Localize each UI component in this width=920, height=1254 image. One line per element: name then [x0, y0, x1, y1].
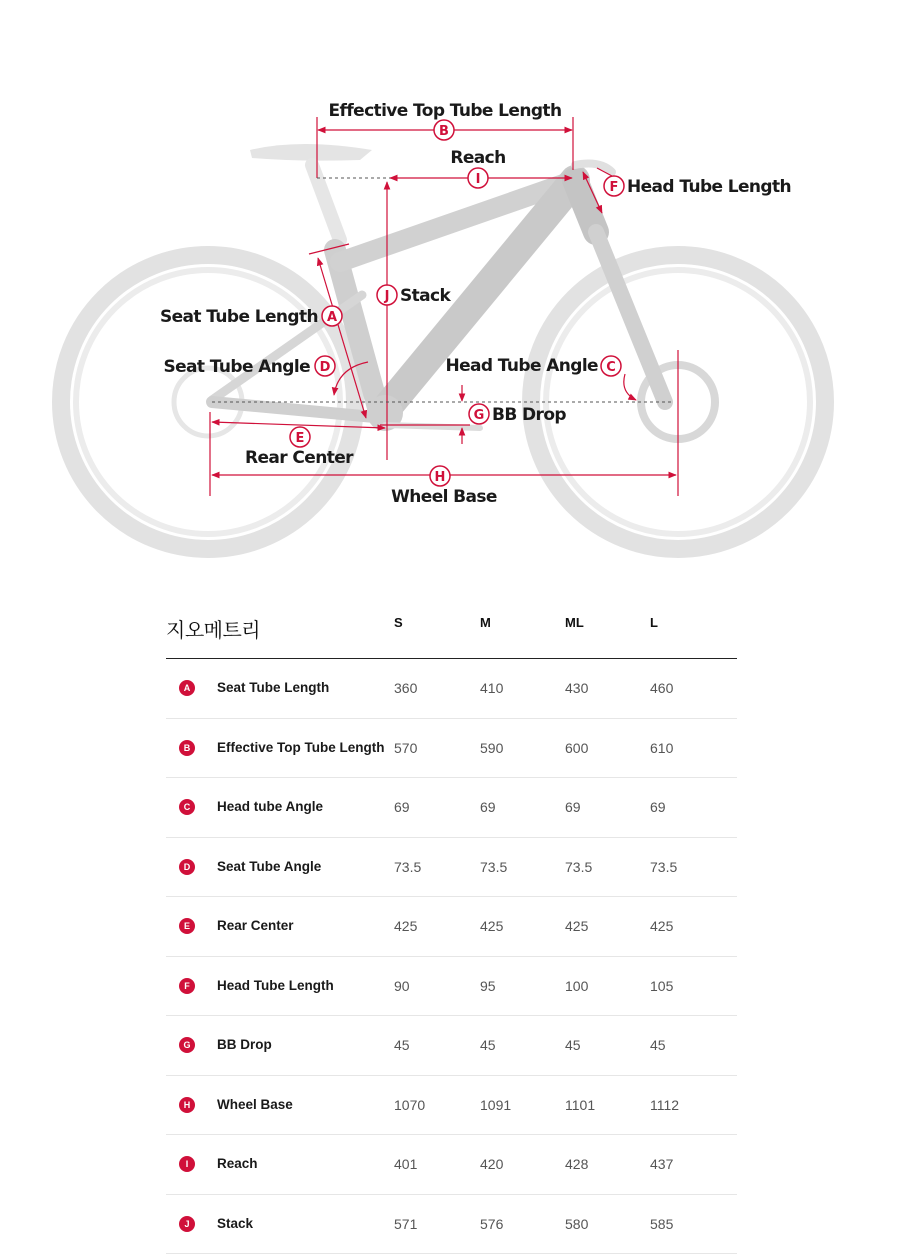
row-badge: J [179, 1216, 195, 1232]
svg-text:H: H [435, 470, 446, 485]
row-badge: D [179, 859, 195, 875]
row-value: 45 [480, 1037, 496, 1053]
row-badge: F [179, 978, 195, 994]
row-value: 360 [394, 680, 417, 696]
label-head-tube-length: Head Tube Length [627, 177, 791, 197]
row-value: 73.5 [650, 859, 677, 875]
svg-text:I: I [476, 172, 481, 187]
row-value: 1101 [565, 1097, 595, 1113]
row-value: 425 [650, 918, 673, 934]
svg-text:G: G [474, 408, 485, 423]
row-value: 425 [480, 918, 503, 934]
badge-E [290, 427, 310, 447]
row-badge: A [179, 680, 195, 696]
row-label: Wheel Base [217, 1097, 293, 1112]
table-row [166, 897, 737, 957]
row-value: 585 [650, 1216, 673, 1232]
row-value: 571 [394, 1216, 417, 1232]
row-value: 100 [565, 978, 588, 994]
row-value: 460 [650, 680, 673, 696]
column-header-s: S [394, 615, 403, 630]
table-row [166, 1076, 737, 1136]
table-row [166, 1016, 737, 1076]
row-value: 69 [565, 799, 581, 815]
label-head-tube-angle: Head Tube Angle [445, 356, 598, 376]
row-badge: E [179, 918, 195, 934]
row-value: 428 [565, 1156, 588, 1172]
row-value: 600 [565, 740, 588, 756]
svg-text:E: E [296, 431, 305, 446]
row-label: Seat Tube Length [217, 680, 329, 695]
row-value: 410 [480, 680, 503, 696]
svg-text:D: D [320, 360, 331, 375]
svg-text:B: B [439, 124, 449, 139]
row-badge: H [179, 1097, 195, 1113]
badge-I [468, 168, 488, 188]
row-value: 1091 [480, 1097, 511, 1113]
geometry-diagram [0, 0, 920, 580]
table-row [166, 838, 737, 898]
label-bb-drop: BB Drop [492, 405, 566, 425]
row-badge: G [179, 1037, 195, 1053]
badge-B [434, 120, 454, 140]
row-value: 430 [565, 680, 588, 696]
row-label: Head Tube Length [217, 978, 334, 993]
row-value: 425 [565, 918, 588, 934]
row-value: 69 [650, 799, 666, 815]
row-value: 90 [394, 978, 410, 994]
row-badge: I [179, 1156, 195, 1172]
row-value: 45 [565, 1037, 581, 1053]
row-value: 1070 [394, 1097, 425, 1113]
row-value: 420 [480, 1156, 503, 1172]
row-value: 105 [650, 978, 673, 994]
column-header-l: L [650, 615, 658, 630]
row-badge: B [179, 740, 195, 756]
row-label: Reach [217, 1156, 258, 1171]
row-value: 401 [394, 1156, 417, 1172]
row-value: 45 [394, 1037, 410, 1053]
row-value: 580 [565, 1216, 588, 1232]
label-wheel-base: Wheel Base [391, 487, 497, 507]
row-value: 45 [650, 1037, 666, 1053]
table-row [166, 1135, 737, 1195]
geometry-table [166, 600, 737, 1254]
row-value: 576 [480, 1216, 503, 1232]
row-value: 69 [394, 799, 410, 815]
row-label: Head tube Angle [217, 799, 323, 814]
column-header-ml: ML [565, 615, 584, 630]
row-label: Seat Tube Angle [217, 859, 321, 874]
row-value: 73.5 [394, 859, 421, 875]
row-value: 425 [394, 918, 417, 934]
row-value: 590 [480, 740, 503, 756]
column-header-m: M [480, 615, 491, 630]
badge-D [315, 356, 335, 376]
row-label: Effective Top Tube Length [217, 740, 385, 755]
row-value: 610 [650, 740, 673, 756]
badge-A [322, 306, 342, 326]
badge-J [377, 285, 397, 305]
row-value: 73.5 [565, 859, 592, 875]
table-row [166, 778, 737, 838]
row-value: 73.5 [480, 859, 507, 875]
table-header [166, 600, 737, 659]
row-badge: C [179, 799, 195, 815]
row-value: 1112 [650, 1097, 679, 1113]
row-value: 437 [650, 1156, 673, 1172]
table-row [166, 1195, 737, 1254]
badge-G [469, 404, 489, 424]
bike-diagram [0, 0, 920, 580]
svg-text:J: J [384, 289, 390, 304]
row-value: 95 [480, 978, 496, 994]
row-label: Stack [217, 1216, 253, 1231]
label-rear-center: Rear Center [245, 448, 354, 468]
label-seat-tube-length: Seat Tube Length [160, 307, 318, 327]
row-label: Rear Center [217, 918, 294, 933]
badge-C [601, 356, 621, 376]
table-body [166, 659, 737, 1254]
row-label: BB Drop [217, 1037, 272, 1052]
label-reach: Reach [450, 148, 505, 168]
svg-text:F: F [610, 180, 619, 195]
svg-text:A: A [327, 310, 337, 325]
table-row [166, 957, 737, 1017]
label-seat-tube-angle: Seat Tube Angle [163, 357, 310, 377]
svg-text:C: C [606, 360, 616, 375]
badge-H [430, 466, 450, 486]
row-value: 570 [394, 740, 417, 756]
label-effective-top-tube-length: Effective Top Tube Length [329, 101, 562, 121]
table-title: 지오메트리 [166, 614, 260, 643]
table-row [166, 719, 737, 779]
row-value: 69 [480, 799, 496, 815]
badge-F [604, 176, 624, 196]
table-row [166, 659, 737, 719]
label-stack: Stack [400, 286, 452, 306]
